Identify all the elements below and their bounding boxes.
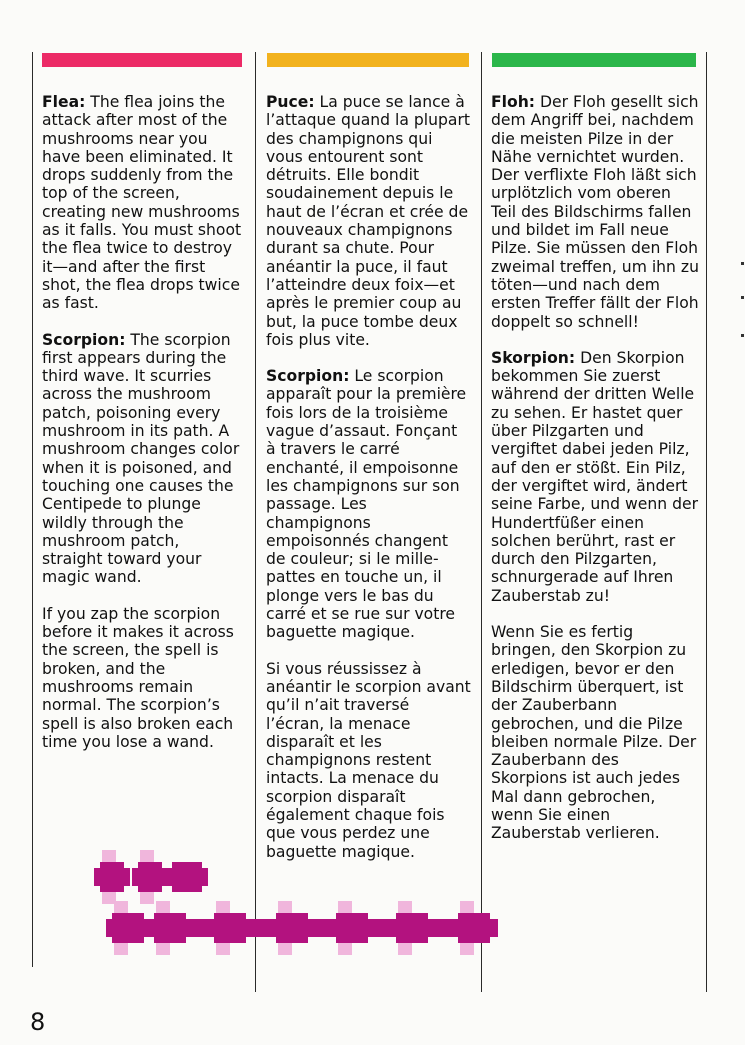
paragraph-text: Si vous réussissez à anéantir le scorpion avant qu’il n’ait traversé l’écran, la menace disparaît et les champignons restent intacts. La menace du scorpion disparaît également chaque fois que vous perdez une baguette magique. (266, 659, 471, 861)
term: Flea: (42, 93, 86, 111)
paragraph-text: The scorpion first appears during the third wave. It scurries across the mushroom patch, poisoning every mushroom in its path. A mushroom changes color when it is poisoned, and touching one causes the Centipede to plunge wildly through the mushroom patch, straight toward your magic wand. (42, 330, 240, 587)
term: Puce: (266, 93, 315, 111)
paragraph-text: Wenn Sie es fertig bringen, den Skorpion zu erledigen, bevor er den Bildschirm überquert, ist der Zauberbann gebrochen, und die Pilze bleiben normale Pilze. Der Zauberbann des Skorpions ist auch jedes Mal dann gebrochen, wenn Sie einen Zauberstab verlieren. (491, 623, 697, 843)
centipede-leg (102, 850, 116, 862)
centipede-leg (216, 943, 230, 955)
edge-mark (741, 296, 744, 299)
paragraph-text: Den Skorpion bekommen Sie zuerst während der dritten Welle zu sehen. Er hastet quer über Pilzgarten und vergiftet dabei jeden Pilz, auf den er stößt. Ein Pilz, der vergiftet wird, ändert seine Farbe, und wenn der Hundertfüßer einen solchen berührt, rast er durch den Pilzgarten, schnurgerade auf Ihren Zauberstab zu! (491, 348, 698, 605)
paragraph-text: Le scorpion apparaît pour la première fois lors de la troisième vague d’assaut. Fonçant à travers le carré enchanté, il empoisonne les champignons sur son passage. Les champignons empoisonnés changent de couleur; si le mille-pattes en touche un, il plonge vers le bas du carré et se rue sur votre baguette magique. (266, 367, 467, 642)
centipede-leg (398, 901, 412, 913)
edge-mark (741, 334, 744, 337)
centipede-segment (172, 862, 202, 892)
centipede-leg (278, 901, 292, 913)
paragraph-text: The flea joins the attack after most of the mushrooms near you have been eliminated. It drops suddenly from the top of the screen, creating new mushrooms as it falls. You must shoot the flea twice to destroy it—and after the first shot, the flea drops twice as fast. (42, 93, 242, 313)
centipede-segment (132, 868, 168, 886)
term: Scorpion: (266, 367, 350, 386)
centipede-leg (278, 943, 292, 955)
paragraph-text: La puce se lance à l’attaque quand la plupart des champignons qui vous entourent sont détruits. Elle bondit soudainement depuis le haut de l’écran et crée de nouveaux champignons durant sa chute. Pour anéantir la puce, il faut l’atteindre deux foix—et après le premier coup au but, la puce tombe deux fois plus vite. (266, 93, 470, 349)
centipede-leg (156, 901, 170, 913)
term: Scorpion: (42, 330, 126, 349)
centipede-leg (460, 943, 474, 955)
centipede-leg (460, 901, 474, 913)
centipede-leg (338, 943, 352, 955)
centipede-leg (140, 892, 154, 904)
page-number: 8 (30, 1008, 46, 1036)
edge-mark (741, 262, 744, 265)
centipede-leg (216, 901, 230, 913)
centipede-leg (156, 943, 170, 955)
centipede-leg (140, 850, 154, 862)
paragraph-text: Der Floh gesellt sich dem Angriff bei, nachdem die meisten Pilze in der Nähe vernichtet wurden. Der verflixte Floh läßt sich urplötzlich vom oberen Teil des Bildschirms fallen und bildet im Fall neue Pilze. Sie müssen den Floh zweimal treffen, um ihn zu töten—und nach dem ersten Treffer fällt der Floh doppelt so schnell! (491, 93, 699, 331)
centipede-segment (106, 919, 498, 937)
term: Skorpion: (491, 348, 576, 367)
centipede-leg (102, 892, 116, 904)
centipede-segment (94, 868, 130, 886)
centipede-leg (338, 901, 352, 913)
centipede-leg (114, 901, 128, 913)
centipede-leg (398, 943, 412, 955)
paragraph-text: If you zap the scorpion before it makes it across the screen, the spell is broken, and the mushrooms remain normal. The scorpion’s spell is also broken each time you lose a wand. (42, 604, 234, 751)
centipede-leg (114, 943, 128, 955)
centipede-lower-segments (106, 901, 498, 955)
centipede-upper-segments (94, 850, 208, 904)
term: Floh: (491, 93, 536, 111)
